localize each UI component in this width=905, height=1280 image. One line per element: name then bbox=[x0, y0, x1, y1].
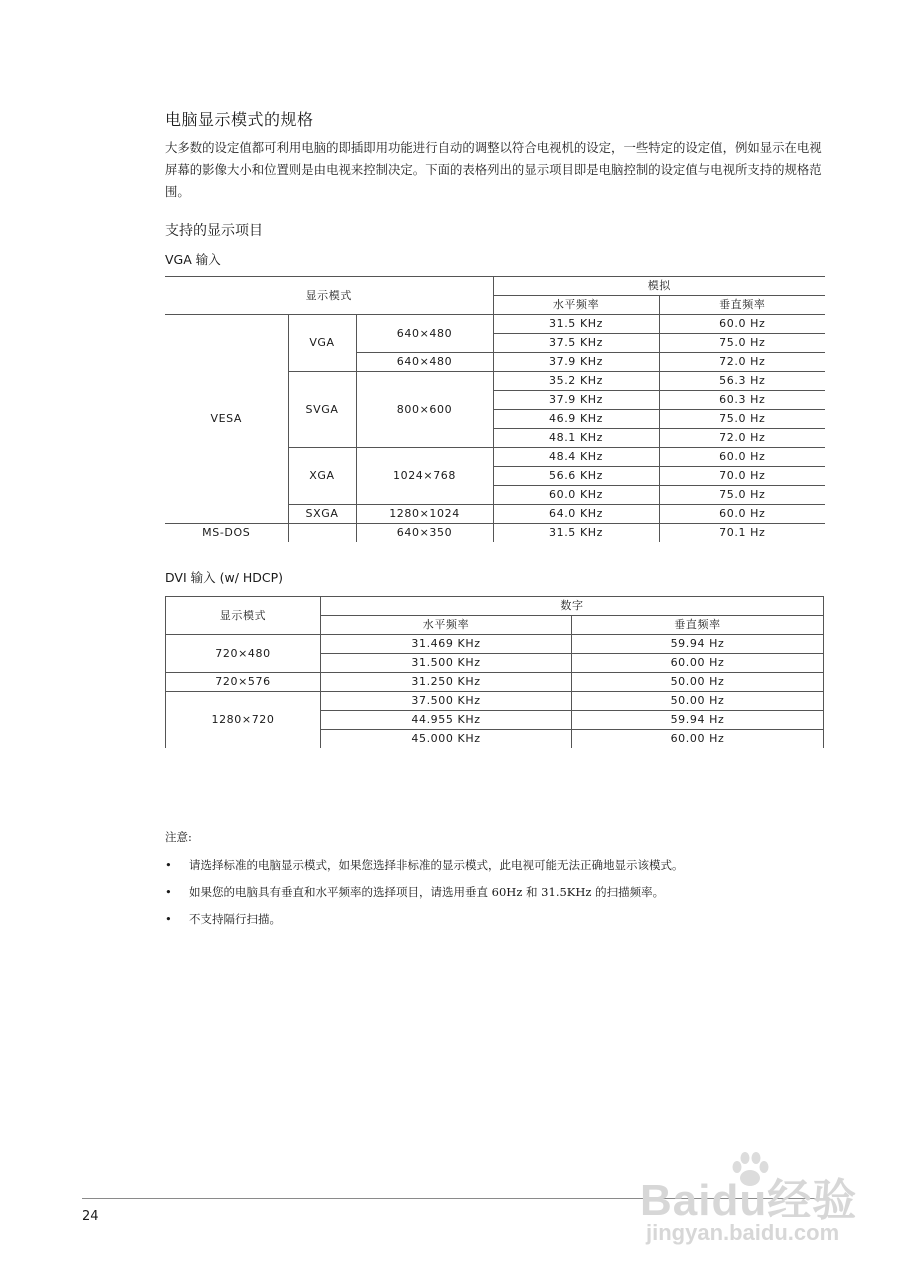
vga-header-mode: 显示模式 bbox=[165, 277, 493, 315]
vga-res-640x480-b: 640×480 bbox=[356, 353, 493, 372]
vga-v-freq: 72.0 Hz bbox=[659, 353, 825, 372]
bullet: • bbox=[165, 912, 172, 926]
note-item bbox=[165, 882, 684, 909]
dvi-mode-table bbox=[165, 596, 824, 748]
vga-v-freq: 60.0 Hz bbox=[659, 448, 825, 467]
vga-std-msdos: MS-DOS bbox=[165, 524, 288, 543]
vga-mode-table bbox=[165, 276, 825, 542]
dvi-h-freq: 31.500 KHz bbox=[321, 654, 572, 673]
vga-res-640x480-a: 640×480 bbox=[356, 315, 493, 353]
vga-res-640x350: 640×350 bbox=[356, 524, 493, 543]
note-item bbox=[165, 909, 684, 936]
vga-input-label: VGA 输入 bbox=[165, 252, 221, 267]
vga-mode-empty bbox=[288, 524, 356, 543]
dvi-res-1280x720: 1280×720 bbox=[166, 692, 321, 749]
vga-h-freq: 37.5 KHz bbox=[493, 334, 659, 353]
dvi-res-720x480: 720×480 bbox=[166, 635, 321, 673]
dvi-h-freq: 44.955 KHz bbox=[321, 711, 572, 730]
vga-v-freq: 75.0 Hz bbox=[659, 410, 825, 429]
notes-title: 注意: bbox=[165, 830, 192, 844]
dvi-header-vertical: 垂直频率 bbox=[572, 616, 824, 635]
vga-h-freq: 31.5 KHz bbox=[493, 524, 659, 543]
vga-res-800x600: 800×600 bbox=[356, 372, 493, 448]
vga-res-1024x768: 1024×768 bbox=[356, 448, 493, 505]
dvi-header-digital: 数字 bbox=[321, 597, 824, 616]
vga-res-1280x1024: 1280×1024 bbox=[356, 505, 493, 524]
page-number: 24 bbox=[82, 1209, 99, 1224]
vga-v-freq: 70.0 Hz bbox=[659, 467, 825, 486]
dvi-h-freq: 45.000 KHz bbox=[321, 730, 572, 749]
vga-h-freq: 60.0 KHz bbox=[493, 486, 659, 505]
vga-h-freq: 48.1 KHz bbox=[493, 429, 659, 448]
vga-header-vertical: 垂直频率 bbox=[659, 296, 825, 315]
vga-v-freq: 60.0 Hz bbox=[659, 315, 825, 334]
vga-mode-xga: XGA bbox=[288, 448, 356, 505]
note-text: 如果您的电脑具有垂直和水平频率的选择项目，请选用垂直 60Hz 和 31.5KHz 的扫描频率。 bbox=[189, 885, 665, 899]
dvi-header-horizontal: 水平频率 bbox=[321, 616, 572, 635]
note-item bbox=[165, 855, 684, 882]
vga-v-freq: 75.0 Hz bbox=[659, 486, 825, 505]
vga-h-freq: 31.5 KHz bbox=[493, 315, 659, 334]
watermark-logo: Baidu经验 bbox=[640, 1176, 858, 1225]
vga-h-freq: 48.4 KHz bbox=[493, 448, 659, 467]
vga-mode-vga: VGA bbox=[288, 315, 356, 372]
notes-list bbox=[165, 855, 684, 936]
dvi-res-720x576: 720×576 bbox=[166, 673, 321, 692]
supported-modes-heading: 支持的显示项目 bbox=[165, 223, 263, 239]
vga-std-vesa: VESA bbox=[165, 315, 288, 524]
vga-h-freq: 64.0 KHz bbox=[493, 505, 659, 524]
dvi-v-freq: 59.94 Hz bbox=[572, 711, 824, 730]
vga-mode-sxga: SXGA bbox=[288, 505, 356, 524]
vga-header-analog: 模拟 bbox=[493, 277, 825, 296]
vga-mode-svga: SVGA bbox=[288, 372, 356, 448]
vga-v-freq: 72.0 Hz bbox=[659, 429, 825, 448]
vga-v-freq: 75.0 Hz bbox=[659, 334, 825, 353]
dvi-v-freq: 60.00 Hz bbox=[572, 654, 824, 673]
dvi-h-freq: 31.250 KHz bbox=[321, 673, 572, 692]
vga-h-freq: 37.9 KHz bbox=[493, 353, 659, 372]
intro-paragraph: 大多数的设定值都可利用电脑的即插即用功能进行自动的调整以符合电视机的设定，一些特定的设定值，例如显示在电视屏幕的影像大小和位置则是由电视来控制决定。下面的表格列出的显示项目即是电脑控制的设定值与电视所支持的规格范围。 bbox=[165, 140, 822, 199]
dvi-v-freq: 50.00 Hz bbox=[572, 692, 824, 711]
dvi-v-freq: 50.00 Hz bbox=[572, 673, 824, 692]
section-title: 电脑显示模式的规格 bbox=[165, 110, 314, 129]
vga-v-freq: 56.3 Hz bbox=[659, 372, 825, 391]
vga-v-freq: 60.0 Hz bbox=[659, 505, 825, 524]
vga-h-freq: 37.9 KHz bbox=[493, 391, 659, 410]
bullet: • bbox=[165, 885, 172, 899]
dvi-v-freq: 59.94 Hz bbox=[572, 635, 824, 654]
vga-h-freq: 35.2 KHz bbox=[493, 372, 659, 391]
dvi-v-freq: 60.00 Hz bbox=[572, 730, 824, 749]
baidu-watermark bbox=[640, 1150, 870, 1260]
vga-v-freq: 70.1 Hz bbox=[659, 524, 825, 543]
note-text: 不支持隔行扫描。 bbox=[189, 912, 281, 926]
bullet: • bbox=[165, 858, 172, 872]
dvi-input-label: DVI 输入 (w/ HDCP) bbox=[165, 570, 284, 585]
vga-h-freq: 56.6 KHz bbox=[493, 467, 659, 486]
dvi-header-mode: 显示模式 bbox=[166, 597, 321, 635]
note-text: 请选择标准的电脑显示模式，如果您选择非标准的显示模式，此电视可能无法正确地显示该模式。 bbox=[189, 858, 684, 872]
dvi-h-freq: 37.500 KHz bbox=[321, 692, 572, 711]
dvi-h-freq: 31.469 KHz bbox=[321, 635, 572, 654]
vga-v-freq: 60.3 Hz bbox=[659, 391, 825, 410]
vga-h-freq: 46.9 KHz bbox=[493, 410, 659, 429]
watermark-url: jingyan.baidu.com bbox=[646, 1220, 840, 1245]
vga-header-horizontal: 水平频率 bbox=[493, 296, 659, 315]
